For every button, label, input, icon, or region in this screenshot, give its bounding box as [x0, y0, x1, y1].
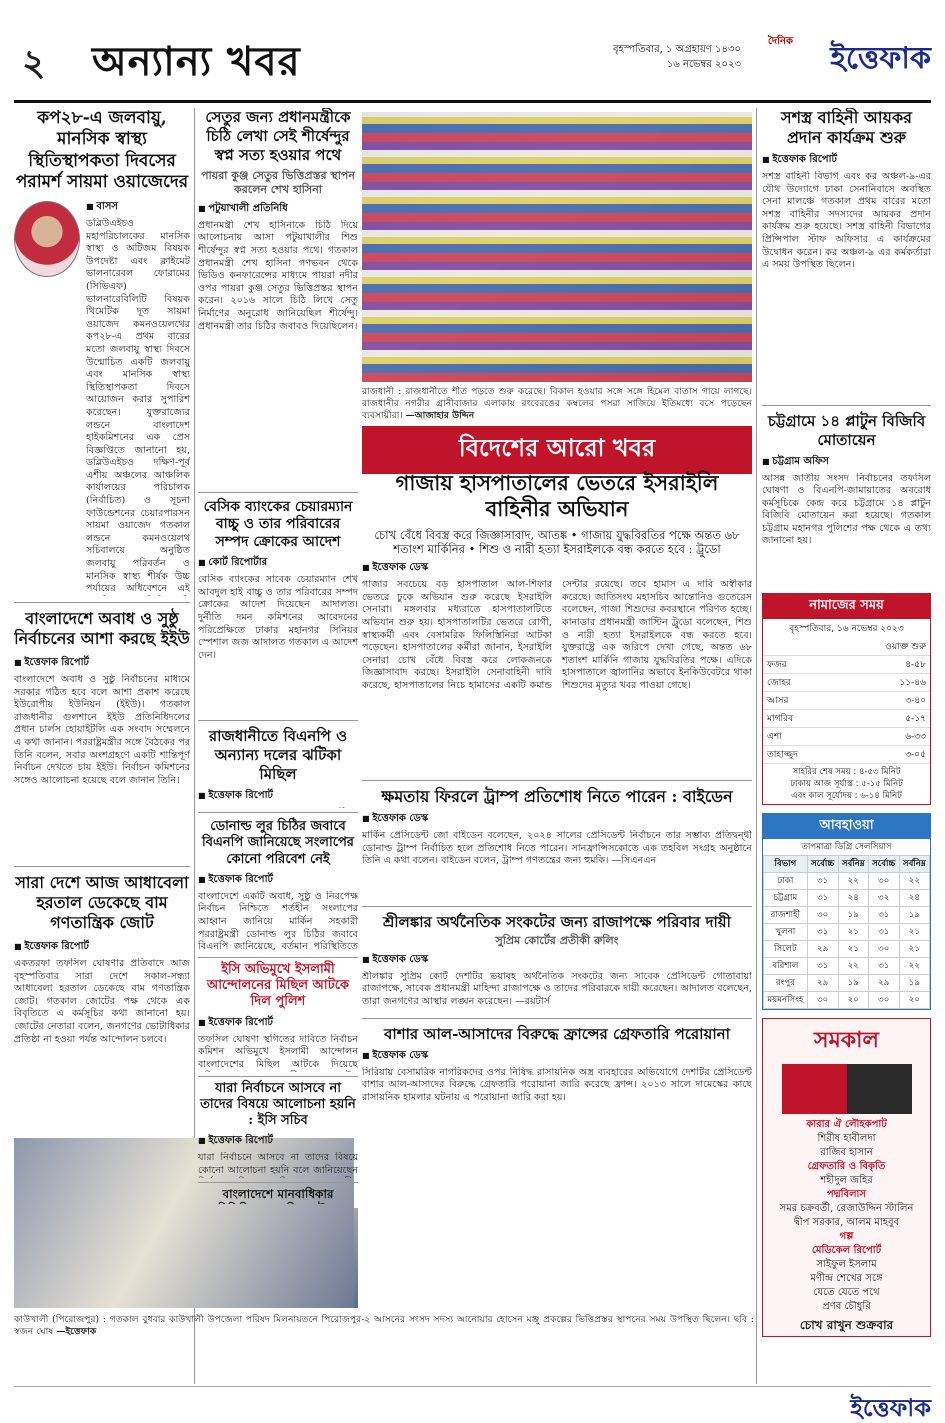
weather-row: [764, 872, 930, 889]
eu-body: বাংলাদেশে অবাধ ও সুষ্ঠু নির্বাচনের মাধ্যমে সরকার গঠিত হবে বলে আশা প্রকাশ করেছে ইউরোপীয় ইউনিয়ন (ইইউ)। গতকাল রাজধানীর গুলশানে ইইউ প্রতিনিধিদলের প্রধান চার্লস হোয়াইটলি এক সংবাদ সম্মেলনে এ কথা জানান। পররাষ্ট্রমন্ত্রীর সঙ্গে বৈঠকের পর তিনি বলেন, সবার অংশগ্রহণে একটি শান্তিপূর্ণ নির্বাচন দেখতে চায় ইইউ। নির্বাচন কমিশনের সঙ্গেও আলোচনা হয়েছে বলে জানান তিনি।: [14, 674, 190, 786]
weather-row: [764, 889, 930, 906]
divider: [14, 602, 190, 603]
weather-cell: ২২: [838, 957, 868, 974]
trump-body: মার্কিন প্রেসিডেন্ট জো বাইডেন বলেছেন, ২০২৪ সালের প্রেসিডেন্ট নির্বাচনে তার সম্ভাব্য প্রতিদ্বন্দ্বী ডোনাল্ড ট্রাম্প নির্বাচিত হলে প্রতিশোধ নিতে পারেন। সানফ্রান্সিসকোতে এক তহবিল সংগ্রহ অনুষ্ঠানে তিনি এ কথা বলেন। বাইডেন বলেন, ট্রাম্প গণতন্ত্রের জন্য হুমকি। —সিএনএন: [362, 830, 752, 867]
issue-date-bn: বৃহস্পতিবার, ১ অগ্রহায়ণ ১৪৩০: [612, 44, 741, 55]
srilanka-body: শ্রীলঙ্কার সুপ্রিম কোর্ট দেশটির ভয়াবহ অর্থনৈতিক সংকটের জন্য সাবেক প্রেসিডেন্ট গোতাবায়া রাজাপক্ষে, সাবেক প্রধানমন্ত্রী মাহিন্দা রাজাপক্ষে ও তাদের পরিবারকে দায়ী করেছেন। আদালত বলেছেন, তারা জনগণের আস্থার লঙ্ঘন করেছেন। —রয়টার্স: [362, 970, 752, 1007]
ec-secretary-body: যারা নির্বাচনে আসবে না তাদের বিষয়ে কোনো আলোচনা হয়নি বলে জানিয়েছেন: [198, 1152, 358, 1176]
weather-cell: ময়মনসিংহ: [764, 991, 808, 1008]
weather-cell: ৩১: [868, 906, 899, 923]
weather-cell: ২১: [838, 940, 868, 957]
assad-body: সিরিয়ায় বেসামরিক নাগরিকদের ওপর নিষিদ্ধ রাসায়নিক অস্ত্র ব্যবহারের অভিযোগে দেশটির প্রেসিডেন্ট বাশার আল-আসাদের বিরুদ্ধে গ্রেফতারি পরোয়ানা জারি করেছে ফ্রান্স। ২০১৩ সালে দামেস্কের কাছে রাসায়নিক হামলার ঘটনায় এ পরোয়ানা জারি করা হয়।: [362, 1066, 752, 1103]
weather-subtitle: তাপমাত্রা ডিগ্রি সেলসিয়াস: [801, 841, 892, 852]
divider: [198, 492, 358, 493]
weather-cell: ২১: [838, 923, 868, 940]
weather-row: [764, 957, 930, 974]
weather-cell: খুলনা: [764, 923, 808, 940]
divider: [198, 720, 358, 721]
logo-text: ইত্তেফাক: [830, 41, 931, 76]
samakal-line: সমর চক্রবর্তী, রেজাউদ্দিন স্টালিন: [779, 1202, 914, 1214]
weather-col-head: সর্বোচ্চ: [868, 855, 899, 872]
ceremony-caption-credit: —ইত্তেফাক: [56, 1326, 97, 1337]
column-rule: [756, 108, 757, 1384]
weather-cell: রাজশাহী: [764, 906, 808, 923]
weather-cell: ৩০: [868, 991, 899, 1008]
prayer-time: ৬-৩৩: [837, 727, 930, 745]
right-column: [762, 108, 931, 1384]
weather-cell: ২৪: [838, 889, 868, 906]
weather-cell: ২১: [899, 923, 929, 940]
samakal-line: মণীন্দ্র শেখের সঙ্গে: [810, 1272, 883, 1284]
prayer-name: ফজর: [763, 655, 837, 673]
weather-cell: ৩০: [807, 991, 838, 1008]
cop28-byline: ■ বাসস: [14, 199, 190, 216]
divider: [198, 957, 358, 958]
bnp-procession-headline: রাজধানীতে বিএনপি ও অন্যান্য দলের ঝটিকা মিছিল: [208, 727, 348, 783]
weather-cell: ২০: [899, 991, 929, 1008]
prayer-name: জোহর: [763, 673, 837, 691]
samakal-line: প্রণব চৌধুরি: [822, 1300, 871, 1312]
hartal-byline: ■ ইত্তেফাক রিপোর্ট: [14, 939, 190, 956]
weather-cell: ২১: [899, 940, 929, 957]
samakal-artwork: [782, 1064, 912, 1114]
weather-cell: ১৯: [838, 906, 868, 923]
samakal-line: রাজিব হাসান: [820, 1146, 873, 1158]
weather-cell: ২৪: [899, 889, 929, 906]
sehri-note: সাহরির শেষ সময় : ৪-৫৩ মিনিট: [792, 766, 901, 777]
reporter-portrait: [14, 201, 80, 277]
prayer-name: মাগরিব: [763, 709, 837, 727]
ctg-byline: ■ চট্টগ্রাম অফিস: [762, 454, 931, 471]
foreign-news-banner: বিদেশের আরো খবর: [362, 426, 752, 474]
prayer-time: ৫-১৭: [837, 709, 930, 727]
bottom-rule: [14, 1386, 931, 1387]
weather-cell: ২০: [838, 991, 868, 1008]
prayer-time: ৩-০৫: [837, 745, 930, 763]
prayer-times-table: [763, 638, 930, 764]
trump-byline: ■ ইত্তেফাক ডেস্ক: [362, 811, 752, 828]
ctg-body: আসন্ন জাতীয় সংসদ নির্বাচনের তফসিল ঘোষণা ও বিএনপি-জামায়াতের অবরোধ কর্মসূচিকে কেন্দ্র করে চট্টগ্রামে ১৪ প্লাটুন বিজিবি মোতায়েন করা হয়েছে। গতকাল চট্টগ্রাম মহানগর পুলিশের পক্ষ থেকে এ তথ্য জানানো হয়।: [762, 472, 931, 547]
weather-cell: সিলেট: [764, 940, 808, 957]
samakal-line: পদ্মবিলাস: [826, 1188, 867, 1200]
weather-cell: রংপুর: [764, 974, 808, 991]
weather-row: [764, 940, 930, 957]
prayer-time: ১১-৪৬: [837, 673, 930, 691]
weather-table: [763, 855, 930, 1009]
assad-story: [362, 1018, 752, 1136]
assad-headline: বাশার আল-আসাদের বিরুদ্ধে ফ্রান্সের গ্রেফতারি পরোয়ানা: [384, 1025, 730, 1043]
weather-col-head: বিভাগ: [764, 855, 808, 872]
gaza-subhead: চোখ বেঁধে বিবস্ত্র করে জিজ্ঞাসাবাদ, আতঙ্ক • গাজায় যুদ্ধবিরতির পক্ষে অন্তত ৬৮ শতাংশ মার্কিনির • শিশু ও নারী হত্যা ইসরাইলকে বন্ধ করতে হবে : ট্রুডো: [374, 527, 740, 556]
basic-bank-body: বেসিক ব্যাংকের সাবেক চেয়ারম্যান শেখ আবদুল হাই বাচ্চু ও তার পরিবারের সম্পদ ক্রোকের আদেশ দিয়েছেন আদালত। দুর্নীতি দমন কমিশনের আবেদনের পরিপ্রেক্ষিতে ঢাকার মহানগর সিনিয়র স্পেশাল জজ আদালত গতকাল এ আদেশ দেন।: [198, 574, 358, 661]
hartal-body: একতরফা তফসিল ঘোষণার প্রতিবাদে আজ বৃহস্পতিবার সারা দেশে সকাল-সন্ধ্যা আধাবেলা হরতাল ডেকেছে বাম গণতান্ত্রিক জোট। গতকাল জোটের পক্ষ থেকে এক বিবৃতিতে এ কর্মসূচির কথা জানানো হয়। জোটের নেতারা বলেন, জনগণের ভোটাধিকার প্রতিষ্ঠা না হওয়া পর্যন্ত আন্দোলন চলবে।: [14, 958, 190, 1045]
weather-col-head: সর্বনিম্ন: [899, 855, 929, 872]
prayer-times-box: [762, 593, 931, 805]
gaza-byline: ■ ইত্তেফাক ডেস্ক: [362, 560, 752, 577]
samakal-book-author: শিরীষ হাবীলদা: [817, 1132, 876, 1144]
divider: [362, 780, 752, 781]
second-column: [198, 108, 358, 808]
prayer-times-title: নামাজের সময়: [763, 594, 930, 619]
ec-secretary-byline: ■ ইত্তেফাক রিপোর্ট: [198, 1133, 358, 1150]
weather-row: [764, 923, 930, 940]
human-rights-headline: বাংলাদেশে মানবাধিকার: [222, 1187, 334, 1202]
samakal-logo: সমকাল: [814, 1026, 879, 1053]
prayer-times-date: বৃহস্পতিবার, ১৬ নভেম্বর ২০২৩: [789, 623, 904, 634]
weather-cell: ৩১: [868, 923, 899, 940]
srilanka-subhead: সুপ্রিম কোর্টের প্রতীকী রুলিং: [495, 933, 619, 947]
weather-row: [764, 906, 930, 923]
bnp-procession-byline: ■ ইত্তেফাক রিপোর্ট: [198, 788, 358, 805]
photo-credit: —আজাহার উদ্দিন: [405, 410, 475, 421]
cop28-body: ডব্লিউএইচও মহাপরিচালকের মানসিক স্বাস্থ্য ও অটিজম বিষয়ক উপদেষ্টা এবং ক্লাইমেট ভালনারেবল ফোরামের (সিভিএফ) ভালনারেবিলিটি বিষয়ক থিমেটিক দূত সায়মা ওয়াজেদ কমনওয়েলথের কপ২৮-এ প্রথম বারের মতো জলবায়ু স্বাস্থ্য দিবসে উন্মোচিত একটি জলবায়ু এবং মানসিক স্বাস্থ্য স্থিতিস্থাপকতা দিবসে আয়োজন করার সুপারিশ করেছেন। যুক্তরাজ্যের লন্ডনে বাংলাদেশ হাইকমিশনের এক প্রেস বিজ্ঞপ্তিতে জানানো হয়, ডব্লিউএইচও দক্ষিণ-পূর্ব এশীয় অঞ্চলের আঞ্চলিক কার্যালয়ের পরিচালক (নির্বাচিত) ও সূচনা ফাউন্ডেশনের চেয়ারপারসন সায়মা ওয়াজেদ গতকাল লন্ডনে কমনওয়েলথ সচিবালয়ে অনুষ্ঠিত জলবায়ু পরিবর্তন ও মানসিক স্বাস্থ্য শীর্ষক উচ্চ পর্যায়ের অধিবেশনে এই: [86, 218, 190, 595]
issue-date: [613, 42, 741, 72]
armed-forces-body: সশস্ত্র বাহিনী বিভাগ এবং কর অঞ্চল-৯-এর যৌথ উদ্যোগে ঢাকা সেনানিবাসে অবস্থিত সেনা মালঞ্চে গতকাল প্রথম বারের মতো সশস্ত্র বাহিনীর সদস্যদের আয়কর প্রদান কার্যক্রম শুরু হয়েছে। সশস্ত্র বাহিনী বিভাগের প্রিন্সিপাল স্টাফ অফিসার এ কার্যক্রমের উদ্বোধন করেন। কর অঞ্চল-৯ এর কর্মকর্তারা এ সময় উপস্থিত ছিলেন।: [762, 171, 931, 271]
masthead-rule: [14, 100, 931, 103]
blanket-market-photo: [362, 112, 752, 382]
ctg-headline: চট্টগ্রামে ১৪ প্লাটুন বিজিবি মোতায়েন: [767, 412, 926, 449]
weather-cell: ২২: [838, 872, 868, 889]
weather-cell: ২২: [899, 872, 929, 889]
weather-cell: ৩০: [868, 872, 899, 889]
hartal-headline: সারা দেশে আজ আধাবেলা হরতাল ডেকেছে বাম গণতান্ত্রিক জোট: [15, 873, 189, 932]
weather-row: [764, 991, 930, 1008]
trump-headline: ক্ষমতায় ফিরলে ট্রাম্প প্রতিশোধ নিতে পারেন : বাইডেন: [381, 787, 733, 806]
weather-cell: ২৯: [868, 974, 899, 991]
srilanka-story: [362, 906, 752, 1016]
samakal-line: সাইফুল ইসলাম: [816, 1258, 877, 1270]
srilanka-headline: শ্রীলঙ্কার অর্থনৈতিক সংকটের জন্য রাজাপক্ষে পরিবার দায়ী: [383, 913, 731, 931]
page-number: ২: [22, 42, 46, 84]
donald-lu-headline: ডোনাল্ড লুর চিঠির জবাবে বিএনপি জানিয়েছে সংলাপের কোনো পরিবেশ নেই: [202, 819, 354, 867]
weather-col-head: সর্বনিম্ন: [838, 855, 868, 872]
divider: [198, 812, 358, 813]
section-title: অন্যান্য খবর: [92, 38, 301, 85]
gaza-headline: গাজায় হাসপাতালের ভেতরে ইসরাইলি বাহিনীর অভিযান: [395, 470, 719, 522]
ceremony-caption-text: কাউখালী (পিরোজপুর) : গতকাল বুধবার কাউখালী উপজেলা পরিষদ মিলনায়তনে পিরোজপুর-২ আসনের সংসদ সদস্য আনোয়ার হোসেন মঞ্জু প্রকল্পের ভিত্তিপ্রস্তর স্থাপনের সময় উপস্থিত ছিলেন। ছবি : স্বজন ঘোষ: [14, 1314, 754, 1337]
samakal-line: শহীদুল জহির: [820, 1174, 873, 1186]
basic-bank-headline: বেসিক ব্যাংকের চেয়ারম্যান বাচ্চু ও তার পরিবারের সম্পদ ক্রোকের আদেশ: [203, 498, 353, 550]
armed-forces-byline: ■ ইত্তেফাক রিপোর্ট: [762, 152, 931, 169]
armed-forces-headline: সশস্ত্র বাহিনী আয়কর প্রদান কার্যক্রম শুরু: [781, 108, 912, 147]
samakal-line: গল্প: [839, 1230, 854, 1242]
divider: [198, 1076, 358, 1077]
assad-byline: ■ ইত্তেফাক ডেস্ক: [362, 1048, 752, 1065]
weather-cell: ১৯: [838, 974, 868, 991]
weather-cell: ৩০: [807, 906, 838, 923]
weather-cell: ৩১: [807, 889, 838, 906]
weather-row: [764, 974, 930, 991]
weather-cell: ঢাকা: [764, 872, 808, 889]
cop28-headline: কপ২৮-এ জলবায়ু, মানসিক স্বাস্থ্য স্থিতিস্থাপকতা দিবসের পরামর্শ সায়মা ওয়াজেদের: [15, 108, 189, 192]
weather-cell: ৩১: [807, 923, 838, 940]
islamic-movement-byline: ■ ইত্তেফাক রিপোর্ট: [198, 1015, 358, 1032]
weather-cell: ৩১: [807, 872, 838, 889]
weather-box: [762, 813, 931, 1010]
samakal-book-title: কারার ঐ লৌহকপাট: [806, 1118, 887, 1130]
bnp-procession-body: [198, 807, 358, 809]
divider: [762, 405, 931, 406]
blanket-stack-image: [362, 112, 752, 382]
weather-cell: ২৯: [807, 974, 838, 991]
weather-title: আবহাওয়া: [763, 814, 930, 839]
trump-story: [362, 780, 752, 900]
prayer-name: এশা: [763, 727, 837, 745]
issue-date-en: ১৬ নভেম্বর ২০২৩: [666, 59, 741, 70]
bridge-headline: সেতুর জন্য প্রধানমন্ত্রীকে চিঠি লেখা সেই শীর্ষেন্দুর স্বপ্ন সত্য হওয়ার পথে: [205, 108, 351, 164]
weather-col-head: সর্বোচ্চ: [807, 855, 838, 872]
weather-cell: ৩২: [868, 889, 899, 906]
gaza-story: [362, 470, 752, 776]
weather-cell: ২২: [899, 957, 929, 974]
samakal-footer: চোখ রাখুন শুক্রবার: [799, 1317, 894, 1332]
bridge-byline: ■ পটুয়াখালী প্রতিনিধি: [198, 201, 358, 218]
eu-byline: ■ ইত্তেফাক রিপোর্ট: [14, 655, 190, 672]
ec-secretary-headline: যারা নির্বাচনে আসবে না তাদের বিষয়ে আলোচনা হয়নি : ইসি সচিব: [200, 1080, 356, 1128]
weather-cell: ৩১: [807, 957, 838, 974]
divider: [198, 1182, 358, 1183]
prayer-name: আসর: [763, 691, 837, 709]
prayer-time: ৩-৪০: [837, 691, 930, 709]
divider: [362, 906, 752, 907]
islamic-movement-headline: ইসি অভিমুখে ইসলামী আন্দোলনের মিছিল আটকে দিল পুলিশ: [206, 961, 350, 1010]
weather-cell: ১৯: [899, 974, 929, 991]
prayer-col-head: ওয়াক্ত শুরু: [837, 638, 930, 656]
bridge-body: প্রধানমন্ত্রী শেখ হাসিনাকে চিঠি দিয়ে আলোচনায় আসা পটুয়াখালীর শিশু শীর্ষেন্দুর স্বপ্ন সত্য হওয়ার পথে। গতকাল প্রধানমন্ত্রী শেখ হাসিনা গণভবন থেকে ভিডিও কনফারেন্সের মাধ্যমে পায়রা নদীর ওপর পায়রা কুঞ্জ সেতুর ভিত্তিপ্রস্তর স্থাপন করেন। ২০১৬ সালে চিঠি লিখে সেতু নির্মাণের অনুরোধ জানিয়েছিল শীর্ষেন্দু। প্রধানমন্ত্রী তার চিঠির জবাবও দিয়েছিলেন।: [198, 219, 358, 332]
donald-lu-body: বাংলাদেশে একটি অবাধ, সুষ্ঠু ও নিরপেক্ষ নির্বাচন নিশ্চিতে শর্তহীন সংলাপের আহ্বান জানিয়ে মার্কিন সহকারী পররাষ্ট্রমন্ত্রী ডোনাল্ড লুর চিঠির জবাবে বিএনপি জানিয়েছে, বর্তমান পরিস্থিতিতে: [198, 890, 358, 953]
divider: [362, 1018, 752, 1019]
masthead: [14, 34, 931, 94]
sunrise-note: এবং কাল সূর্যোদয় : ৬-১৪ মিনিট: [791, 790, 902, 801]
samakal-line: যেতে যেতে পথে: [813, 1286, 880, 1298]
samakal-line: দ্বীপ সরকার, আলম মাহবুব: [793, 1216, 900, 1228]
logo-prefix: দৈনিক: [767, 36, 793, 47]
srilanka-byline: ■ ইত্তেফাক ডেস্ক: [362, 952, 752, 969]
sunset-note: ঢাকায় আজ সূর্যাস্ত : ৫-১৫ মিনিট: [790, 778, 903, 789]
weather-cell: ৩১: [868, 957, 899, 974]
prayer-name: তাহাজ্জুদ: [763, 745, 837, 763]
samakal-line: মেডিকেল রিপোর্ট: [811, 1244, 882, 1256]
weather-cell: ২৯: [807, 940, 838, 957]
photo-caption-text: রাজধানী : রাজধানীতে শীত পড়তে শুরু করেছে। বিকাল হওয়ার সঙ্গে সঙ্গে হিমেল বাতাস গায়ে লাগছে। রাজধানীর নগরীর গ্রানীবাজার এলাকায় রংবেরঙের কম্বলের পসরা সাজিয়ে ইতিমধ্যে বসে পড়েছেন ব্যবসায়ীরা।: [362, 386, 752, 421]
basic-bank-byline: ■ কোর্ট রিপোর্টার: [198, 555, 358, 572]
weather-cell: ১৯: [899, 906, 929, 923]
samakal-line: গ্রেফতারি ও বিকৃতি: [807, 1160, 886, 1172]
newspaper-logo: [759, 34, 931, 78]
islamic-movement-body: তফসিল ঘোষণা স্থগিতের দাবিতে নির্বাচন কমিশন অভিমুখে ইসলামী আন্দোলন বাংলাদেশের মিছিল আটকে দিয়েছে: [198, 1033, 358, 1070]
ceremony-caption: [14, 1314, 754, 1382]
weather-cell: বরিশাল: [764, 957, 808, 974]
prayer-notes: [763, 764, 930, 804]
photo-caption: [362, 386, 752, 422]
prayer-time: ৪-৫৮: [837, 655, 930, 673]
samakal-promo: [762, 1018, 931, 1337]
bridge-subhead: পায়রা কুঞ্জ সেতুর ভিত্তিপ্রস্তর স্থাপন করলেন শেখ হাসিনা: [201, 169, 355, 196]
gaza-body: গাজার সবচেয়ে বড় হাসপাতাল আল-শিফার ভেতরে ঢুকে অভিযান শুরু করেছে ইসরাইলি সেনারা। মঙ্গলবার মধ্যরাতে হাসপাতালটিতে অভিযান শুরু হয়। হাসপাতালটির ভেতরে রোগী, স্বাস্থ্যকর্মী এবং বেসামরিক ফিলিস্তিনিরা আটকা পড়েছেন। হাসপাতালের কর্মীরা জানান, ইসরাইলি সেনারা চোখ বেঁধে বিবস্ত্র করে লোকজনকে জিজ্ঞাসাবাদ করছে। ইসরাইলি সেনাবাহিনী দাবি করেছে, হাসপাতালের নিচে হামাসের একটি কমান্ড সেন্টার রয়েছে। তবে হামাস এ দাবি অস্বীকার করেছে। জাতিসংঘ মহাসচিব আন্তোনিও গুতেরেস বলেছেন, গাজা শিশুদের কবরস্থানে পরিণত হচ্ছে। কানাডার প্রধানমন্ত্রী জাস্টিন ট্রুডো বলেছেন, শিশু ও নারী হত্যা ইসরাইলকে বন্ধ করতে হবে। যুক্তরাষ্ট্রে এক জরিপে দেখা গেছে, অন্তত ৬৮ শতাংশ মার্কিনি গাজায় যুদ্ধবিরতির পক্ষে। এদিকে হাসপাতালে জ্বালানির অভাবে ইনকিউবেটরে থাকা শিশুদের মৃত্যুর খবর পাওয়া গেছে।: [362, 579, 752, 691]
divider: [14, 866, 190, 867]
footer-logo: ইত্তেফাক: [850, 1393, 931, 1422]
weather-cell: ৩০: [868, 940, 899, 957]
eu-headline: বাংলাদেশে অবাধ ও সুষ্ঠু নির্বাচনের আশা করছে ইইউ: [14, 609, 190, 648]
donald-lu-byline: ■ ইত্তেফাক রিপোর্ট: [198, 872, 358, 889]
second-column-lower: [198, 812, 358, 1204]
weather-cell: চট্টগ্রাম: [764, 889, 808, 906]
